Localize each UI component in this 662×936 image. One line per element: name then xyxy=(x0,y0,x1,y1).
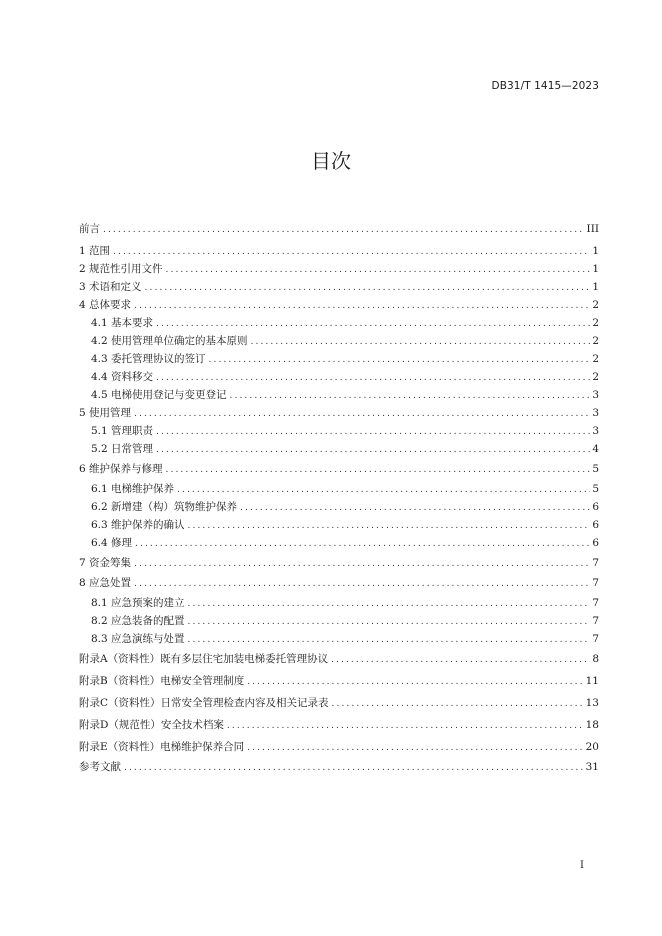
toc-entry-page: 3 xyxy=(592,425,599,437)
toc-entry-label: 附录D（规范性）安全技术档案 xyxy=(79,719,224,731)
dot-leader xyxy=(156,443,590,457)
toc-entry-page: 2 xyxy=(592,371,599,383)
toc-entry[interactable] xyxy=(79,674,599,689)
dot-leader xyxy=(113,245,590,259)
toc-entry-page: 13 xyxy=(585,697,599,709)
dot-leader xyxy=(251,335,591,349)
toc-entry-page: 6 xyxy=(592,501,599,513)
toc-entry-page: 1 xyxy=(592,245,599,257)
toc-entry[interactable] xyxy=(91,424,599,439)
toc-entry[interactable] xyxy=(91,536,599,551)
toc-entry-label: 7 资金筹集 xyxy=(79,557,132,569)
dot-leader xyxy=(240,501,590,515)
dot-leader xyxy=(247,741,583,755)
dot-leader xyxy=(230,389,591,403)
dot-leader xyxy=(166,263,591,277)
toc-entry-label: 1 范围 xyxy=(79,245,111,257)
toc-entry[interactable] xyxy=(79,576,599,591)
toc-entry[interactable] xyxy=(91,334,599,349)
dot-leader xyxy=(156,371,590,385)
toc-entry-label: 4.3 委托管理协议的签订 xyxy=(91,353,206,365)
toc-entry-page: 4 xyxy=(592,443,599,455)
toc-entry-label: 4.5 电梯使用登记与变更登记 xyxy=(91,389,227,401)
toc-entry-label: 附录C（资料性）日常安全管理检查内容及相关记录表 xyxy=(79,697,329,709)
dot-leader xyxy=(247,675,583,689)
toc-entry-label: 6.2 新增建（构）筑物维护保养 xyxy=(91,501,238,513)
dot-leader xyxy=(227,719,584,733)
dot-leader xyxy=(135,537,590,551)
dot-leader xyxy=(156,317,590,331)
toc-entry[interactable] xyxy=(91,632,599,647)
dot-leader xyxy=(166,463,591,477)
toc-entry[interactable] xyxy=(79,696,599,711)
toc-entry-label: 2 规范性引用文件 xyxy=(79,263,163,275)
toc-entry[interactable] xyxy=(79,406,599,421)
toc-entry-page: 2 xyxy=(592,317,599,329)
page-title: 目次 xyxy=(311,149,351,173)
toc-entry[interactable] xyxy=(91,316,599,331)
toc-entry-page: 5 xyxy=(592,463,599,475)
toc-entry-page: 7 xyxy=(592,577,599,589)
toc-entry-label: 6 维护保养与修理 xyxy=(79,463,163,475)
toc-entry[interactable] xyxy=(91,482,599,497)
toc-entry-label: 8.1 应急预案的建立 xyxy=(91,597,185,609)
dot-leader xyxy=(209,353,591,367)
toc-entry-label: 4 总体要求 xyxy=(79,299,132,311)
dot-leader xyxy=(145,281,591,295)
toc-entry-label: 前言 xyxy=(79,223,100,235)
toc-entry[interactable] xyxy=(91,442,599,457)
document-code: DB31/T 1415—2023 xyxy=(491,80,599,92)
toc-entry-page: 1 xyxy=(592,263,599,275)
toc-entry-page: 1 xyxy=(592,281,599,293)
toc-entry-label: 6.4 修理 xyxy=(91,537,133,549)
toc-entry-label: 4.2 使用管理单位确定的基本原则 xyxy=(91,335,248,347)
page-number: I xyxy=(580,860,584,871)
toc-entry-label: 4.4 资料移交 xyxy=(91,371,154,383)
toc-entry-page: 11 xyxy=(585,675,599,687)
toc-entry[interactable] xyxy=(79,740,599,755)
dot-leader xyxy=(134,299,590,313)
toc-entry-label: 8.2 应急装备的配置 xyxy=(91,615,185,627)
toc-entry[interactable] xyxy=(91,352,599,367)
dot-leader xyxy=(188,633,591,647)
toc-entry-page: 2 xyxy=(592,335,599,347)
toc-entry-label: 6.1 电梯维护保养 xyxy=(91,483,175,495)
toc-entry[interactable] xyxy=(79,462,599,477)
toc-entry[interactable] xyxy=(79,652,599,667)
dot-leader xyxy=(134,407,590,421)
toc-entry-label: 8 应急处置 xyxy=(79,577,132,589)
toc-entry[interactable] xyxy=(79,298,599,313)
toc-entry-label: 6.3 维护保养的确认 xyxy=(91,519,185,531)
toc-entry-page: 31 xyxy=(585,761,599,773)
toc-entry-page: 7 xyxy=(592,615,599,627)
dot-leader xyxy=(134,577,590,591)
toc-entry-page: III xyxy=(586,223,599,235)
dot-leader xyxy=(188,615,591,629)
toc-entry-label: 4.1 基本要求 xyxy=(91,317,154,329)
toc-entry-page: 2 xyxy=(592,299,599,311)
toc-entry-page: 18 xyxy=(585,719,599,731)
toc-entry-label: 参考文献 xyxy=(79,761,121,773)
toc-entry[interactable] xyxy=(91,370,599,385)
toc-entry[interactable] xyxy=(91,500,599,515)
toc-entry-page: 6 xyxy=(592,537,599,549)
dot-leader xyxy=(103,223,585,237)
dot-leader xyxy=(188,597,591,611)
toc-entry-page: 6 xyxy=(592,519,599,531)
toc-entry-page: 3 xyxy=(592,407,599,419)
toc-entry[interactable] xyxy=(79,556,599,571)
toc-entry-label: 5 使用管理 xyxy=(79,407,132,419)
toc-entry-label: 5.1 管理职责 xyxy=(91,425,154,437)
dot-leader xyxy=(188,519,591,533)
toc-entry-label: 5.2 日常管理 xyxy=(91,443,154,455)
toc-entry-page: 8 xyxy=(592,653,599,665)
toc-entry[interactable] xyxy=(91,388,599,403)
dot-leader xyxy=(124,761,584,775)
toc-entry-page: 20 xyxy=(585,741,599,753)
toc-entry[interactable] xyxy=(79,262,599,277)
toc-entry-page: 3 xyxy=(592,389,599,401)
toc-entry[interactable] xyxy=(79,222,599,237)
toc-entry-label: 附录B（资料性）电梯安全管理制度 xyxy=(79,675,245,687)
toc-entry[interactable] xyxy=(91,518,599,533)
toc-entry-page: 7 xyxy=(592,557,599,569)
toc-entry[interactable] xyxy=(79,718,599,733)
toc-entry-label: 附录A（资料性）既有多层住宅加装电梯委托管理协议 xyxy=(79,653,329,665)
toc-entry[interactable] xyxy=(79,244,599,259)
toc-entry[interactable] xyxy=(91,614,599,629)
toc-entry-page: 2 xyxy=(592,353,599,365)
toc-entry-label: 3 术语和定义 xyxy=(79,281,142,293)
toc-entry-page: 7 xyxy=(592,633,599,645)
toc-entry-label: 8.3 应急演练与处置 xyxy=(91,633,185,645)
dot-leader xyxy=(156,425,590,439)
toc-entry-label: 附录E（资料性）电梯维护保养合同 xyxy=(79,741,245,753)
toc-entry-page: 5 xyxy=(592,483,599,495)
dot-leader xyxy=(134,557,590,571)
dot-leader xyxy=(177,483,590,497)
dot-leader xyxy=(331,653,590,667)
dot-leader xyxy=(332,697,584,711)
toc-entry[interactable] xyxy=(91,596,599,611)
toc-entry[interactable] xyxy=(79,760,599,775)
toc-entry[interactable] xyxy=(79,280,599,295)
toc-entry-page: 7 xyxy=(592,597,599,609)
